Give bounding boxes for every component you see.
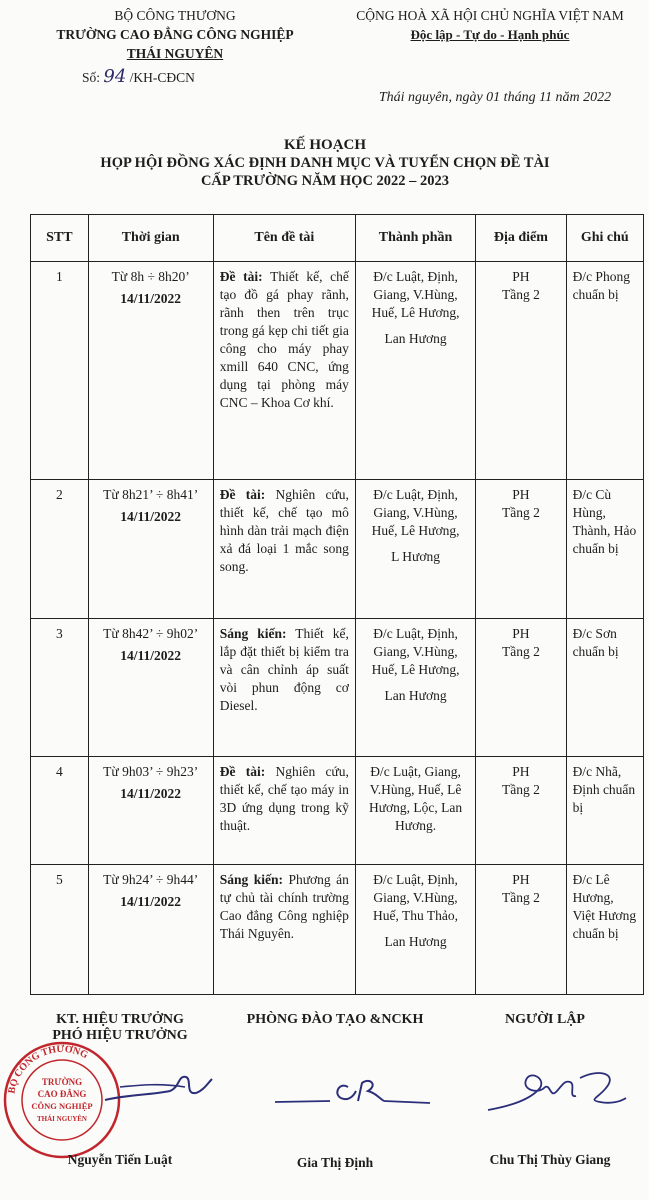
col-header-place: Địa điểm (476, 215, 566, 262)
school-name-line1: TRƯỜNG CAO ĐẲNG CÔNG NGHIỆP (56, 27, 294, 42)
svg-text:THÁI NGUYÊN: THÁI NGUYÊN (37, 1115, 87, 1123)
ministry-name: BỘ CÔNG THƯƠNG (114, 8, 236, 23)
col-header-topic: Tên đề tài (213, 215, 355, 262)
document-type: KẾ HOẠCH (283, 137, 367, 153)
row-place: PH Tầng 2 (476, 480, 566, 619)
left-signer-name: Nguyễn Tiến Luật (67, 1152, 173, 1167)
table-row (31, 865, 644, 995)
left-signer-title: KT. HIỆU TRƯỞNG PHÓ HIỆU TRƯỞNG (52, 1012, 188, 1043)
svg-text:BỘ CÔNG THƯƠNG: BỘ CÔNG THƯƠNG (6, 1043, 90, 1095)
row-time: Từ 9h03’ ÷ 9h23’ 14/11/2022 (88, 757, 213, 865)
table-header-row (31, 215, 644, 262)
row-time: Từ 8h42’ ÷ 9h02’ 14/11/2022 (88, 619, 213, 757)
row-topic: Đề tài: Thiết kế, chế tạo đồ gá phay rãnh, rãnh then trên trục trong gá kẹp chi tiết gia công cho máy phay xmill 640 CNC, ứng dụng tại phòng máy CNC – Khoa Cơ khí. (213, 262, 355, 480)
handwritten-number: 94 (103, 66, 127, 87)
row-date: 14/11/2022 (120, 291, 182, 306)
row-time: Từ 8h ÷ 8h20’ 14/11/2022 (88, 262, 213, 480)
row-members: Đ/c Luật, Giang, V.Hùng, Huế, Lê Hương, Lộc, Lan Hương. (355, 757, 475, 865)
middle-signer-name: Gia Thị Định (296, 1155, 374, 1170)
row-stt: 1 (31, 262, 89, 480)
document-title-line1: HỌP HỘI ĐỒNG XÁC ĐỊNH DANH MỤC VÀ TUYỂN CHỌN ĐỀ TÀI (100, 155, 550, 171)
row-place: PH Tầng 2 (476, 865, 566, 995)
issuing-authority (40, 6, 310, 63)
issue-date: Thái nguyên, ngày 01 tháng 11 năm 2022 (378, 90, 612, 105)
row-note: Đ/c Sơn chuẩn bị (566, 619, 643, 757)
svg-text:TRƯỜNG: TRƯỜNG (41, 1077, 83, 1087)
middle-signer-title: PHÒNG ĐÀO TẠO &NCKH (246, 1012, 424, 1027)
plan-table (30, 214, 644, 995)
row-stt: 3 (31, 619, 89, 757)
row-place: PH Tầng 2 (476, 262, 566, 480)
svg-text:CÔNG NGHIỆP: CÔNG NGHIỆP (31, 1101, 93, 1111)
col-header-time: Thời gian (88, 215, 213, 262)
table-row (31, 262, 644, 480)
right-signature (480, 1058, 630, 1118)
row-note: Đ/c Cù Hùng, Thành, Hảo chuẩn bị (566, 480, 643, 619)
row-time: Từ 9h24’ ÷ 9h44’ 14/11/2022 (88, 865, 213, 995)
document-title-line2: CẤP TRƯỜNG NĂM HỌC 2022 – 2023 (200, 173, 450, 189)
right-signer-title: NGƯỜI LẬP (505, 1012, 585, 1027)
row-members: Đ/c Luật, Định, Giang, V.Hùng, Huế, Lê Hương, Lan Hương (355, 619, 475, 757)
row-topic: Sáng kiến: Thiết kế, lắp đặt thiết bị kiểm tra và cân chỉnh áp suất vòi phun động cơ Diesel. (213, 619, 355, 757)
row-place: PH Tầng 2 (476, 619, 566, 757)
col-header-members: Thành phần (355, 215, 475, 262)
row-stt: 5 (31, 865, 89, 995)
row-place: PH Tầng 2 (476, 757, 566, 865)
row-stt: 4 (31, 757, 89, 865)
row-note: Đ/c Lê Hương, Việt Hương chuẩn bị (566, 865, 643, 995)
row-topic: Sáng kiến: Phương án tự chủ tài chính trường Cao đẳng Công nghiệp Thái Nguyên. (213, 865, 355, 995)
national-motto: Độc lập - Tự do - Hạnh phúc (410, 27, 570, 42)
row-date: 14/11/2022 (120, 648, 182, 663)
row-note: Đ/c Nhã, Định chuẩn bị (566, 757, 643, 865)
svg-text:CAO ĐẲNG: CAO ĐẲNG (37, 1089, 87, 1099)
national-header (335, 6, 645, 44)
row-note: Đ/c Phong chuẩn bị (566, 262, 643, 480)
country-name: CỘNG HOÀ XÃ HỘI CHỦ NGHĨA VIỆT NAM (356, 8, 624, 23)
right-signer-name: Chu Thị Thùy Giang (489, 1152, 611, 1167)
row-members: Đ/c Luật, Định, Giang, V.Hùng, Huế, Lê Hương, L Hương (355, 480, 475, 619)
row-time: Từ 8h21’ ÷ 8h41’ 14/11/2022 (88, 480, 213, 619)
row-topic: Đề tài: Nghiên cứu, thiết kế, chế tạo máy in 3D ứng dụng trong kỹ thuật. (213, 757, 355, 865)
table-row (31, 619, 644, 757)
middle-signature (270, 1065, 440, 1115)
school-name-line2: THÁI NGUYÊN (126, 46, 224, 61)
document-number: Số: 94 /KH-CĐCN (82, 66, 195, 87)
row-stt: 2 (31, 480, 89, 619)
left-signature (100, 1065, 215, 1120)
row-date: 14/11/2022 (120, 509, 182, 524)
row-date: 14/11/2022 (120, 786, 182, 801)
col-header-note: Ghi chú (566, 215, 643, 262)
row-members: Đ/c Luật, Định, Giang, V.Hùng, Huế, Lê Hương, Lan Hương (355, 262, 475, 480)
table-row (31, 757, 644, 865)
table-row (31, 480, 644, 619)
row-topic: Đề tài: Nghiên cứu, thiết kế, chế tạo mô hình dàn trải mạch điện xả đá loại 1 mắc song song. (213, 480, 355, 619)
col-header-stt: STT (31, 215, 89, 262)
row-date: 14/11/2022 (120, 894, 182, 909)
row-members: Đ/c Luật, Định, Giang, V.Hùng, Huế, Thu Thảo, Lan Hương (355, 865, 475, 995)
